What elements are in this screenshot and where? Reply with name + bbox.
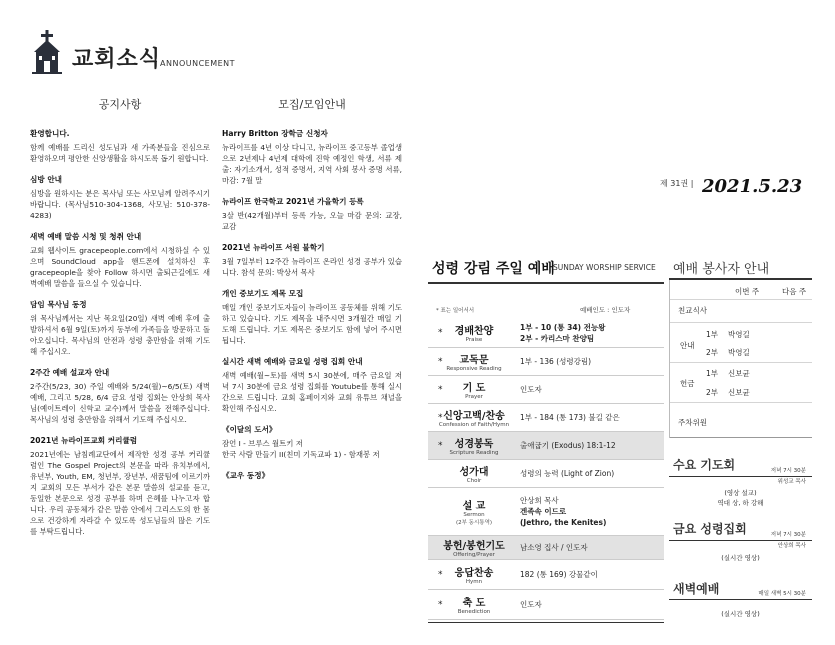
order-item-korean: 신앙고백/찬송 [443, 411, 505, 422]
issue-date: 2021.5.23 [702, 176, 803, 197]
order-item-name [428, 463, 520, 484]
notice-body: 2주간(5/23, 30) 주일 예배와 5/24(월)~6/5(토) 새벽 예배, 그리고 5/28, 6/4 금요 성령 집회는 안상희 목사님(예이트레이 신학교 교수)께서 말씀을 전해주십니다. 목사님의 성령 충만함을 위해서 기도해 주십시오. [30, 382, 210, 424]
notice-title: 새벽 예배 말씀 시청 및 청취 안내 [30, 232, 142, 241]
notice-body: 뉴라이프를 4년 이상 다니고, 뉴라이프 중고등부 졸업생으로 2년제나 4년제 대학에 진학 예정인 학생, 서류 제출: 자기소개서, 성적 증명서, 지역 사회 봉사 증명 서류, 마감: 7월 말 [222, 143, 402, 185]
notice-item [222, 242, 402, 278]
order-item-name [428, 497, 520, 526]
notice-body: 심방을 원하시는 분은 목사님 또는 사모님께 알려주시기 바랍니다. (목사님510-304-1368, 사모님: 510-378-4283) [30, 189, 210, 220]
church-icon [30, 30, 64, 74]
notice-item [30, 367, 210, 425]
dawn-note: (실시간 영상) [721, 610, 760, 618]
worship-order-row [428, 536, 664, 560]
notice-title: 개인 중보기도 제목 모집 [222, 289, 304, 298]
notice-body: 2021년에는 남침례교단에서 제작한 성경 공부 커리큘럼인 The Gospel Project의 본문을 따라 유치부에서, 유년부, Youth, EM, 청년부, 장년부, 새꿈팀에 이르기까지 교회의 모든 부서가 같은 본문 말씀의 설교를 듣고, 동일한 본문으로 성경 공부를 하며 은혜를 나누고자 합니다. 우리 공동체가 같은 말씀 안에서 그리스도의 한 몸으로 건강하게 자라갈 수 있도록 성도님들의 많은 기도를 부탁드립니다. [30, 450, 210, 536]
standing-marker: * [438, 384, 443, 395]
order-item-english: Responsive Reading [446, 366, 502, 372]
notice-title: 《이달의 도서》 [222, 425, 277, 434]
order-detail-line: 1부 - 136 (성령강림) [520, 357, 592, 366]
friday-title: 금요 성령집회 [673, 522, 747, 536]
order-item-english: Hymn [465, 579, 483, 585]
table-row-divider [670, 437, 812, 438]
dawn-title: 새벽예배 [673, 582, 720, 596]
notice-body: 매일 개인 중보기도자들이 뉴라이프 공동체를 위해 기도하고 있습니다. 기도 제목을 내주시면 3개월간 매일 기도해 드립니다. 기도 제목은 중보기도 함에 넣어 주시면 됩니다. [222, 303, 402, 345]
friday-time: 저녁 7시 30분 [770, 532, 806, 538]
order-item-detail [520, 356, 591, 367]
order-item-detail [520, 440, 616, 451]
notices-column [30, 128, 210, 547]
standing-marker: * [438, 356, 443, 367]
order-item-english: Prayer [465, 394, 483, 400]
notice-item [30, 231, 210, 289]
notice-item [222, 356, 402, 414]
worship-order-row [428, 460, 664, 488]
recruit-title: 모집/모임안내 [278, 98, 346, 111]
col-this-week: 이번 주 [735, 287, 760, 296]
issue-number: 제 31권 | [660, 179, 694, 188]
fellowship-label: 친교식사 [678, 306, 707, 315]
order-detail-line: 1부 - 184 (통 173) 불길 같은 [520, 413, 620, 422]
table-row-divider [670, 362, 812, 363]
worship-order-row [428, 404, 664, 432]
notice-item [30, 174, 210, 221]
order-item-korean: 기 도 [462, 383, 486, 394]
order-item-english: Confession of Faith/Hymn [438, 422, 510, 428]
worship-order-row [428, 376, 664, 404]
worship-order-row [428, 590, 664, 620]
usher-1-part: 1부 [706, 330, 719, 339]
wednesday-time: 저녁 7시 30분 [770, 468, 806, 474]
worship-order-row [428, 348, 664, 376]
notice-body: 새벽 예배(월~토)를 새벽 5시 30분에, 매주 금요일 저녁 7시 30분에 금요 성령 집회를 Youtube를 통해 실시간으로 드립니다. 교회 홈페이지와 교회 유튜브 채널을 확인해 주십시오. [222, 371, 402, 413]
worship-title: 성령 강림 주일 예배 [432, 261, 555, 277]
usher-2-name: 박영길 [728, 348, 750, 357]
order-item-detail [520, 468, 614, 479]
volunteers-table [669, 280, 812, 438]
worship-order-row [428, 432, 664, 460]
notice-title: Harry Britton 장학금 신청자 [222, 129, 328, 138]
table-row-divider [670, 299, 812, 300]
notice-body: 위 목사님께서는 지난 목요일(20일) 새벽 예배 후에 출발하셔서 6월 9일(토)까지 동부에 가족들을 방문하고 돌아오십니다. 목사님의 안전과 성령 충만함을 위해 기도해 주십시오. [30, 314, 210, 356]
notice-body: 3살 반(42개월)부터 등록 가능, 오늘 마감 문의: 교장, 교감 [222, 211, 402, 231]
notices-title: 공지사항 [98, 98, 142, 111]
notice-title: 뉴라이프 한국학교 2021년 가을학기 등록 [222, 197, 364, 206]
page-subtitle: ANNOUNCEMENT [160, 59, 236, 68]
notice-title: 심방 안내 [30, 175, 62, 184]
order-item-english: Sermon [463, 512, 485, 518]
standing-marker: * [438, 599, 443, 610]
notice-body: 함께 예배를 드리신 성도님과 새 가족분들을 진심으로 환영하오며 평안한 신앙생활을 하시도록 돕기 원합니다. [30, 143, 210, 163]
notice-item [222, 470, 402, 481]
worship-order-row [428, 318, 664, 348]
order-detail-line: 안상희 목사 [520, 496, 559, 505]
order-item-name [428, 537, 520, 558]
notice-line: 한국 사람 만들기 II(친미 기독교파 1) - 함재봉 저 [222, 450, 380, 459]
order-item-korean: 성가대 [459, 467, 489, 478]
order-item-english: Praise [465, 337, 483, 343]
standing-legend: * 표는 일어서서 [436, 308, 475, 314]
usher-2-part: 2부 [706, 348, 719, 357]
order-item-korean: 교독문 [459, 355, 489, 366]
notice-item [222, 196, 402, 232]
order-item-korean: 응답찬송 [454, 568, 494, 579]
order-item-english: Offering/Prayer [453, 552, 495, 558]
order-item-korean: 봉헌/봉헌기도 [443, 541, 505, 552]
order-item-detail [520, 322, 605, 344]
notice-item [30, 435, 210, 537]
order-detail-line: 남소영 집사 / 인도자 [520, 543, 588, 552]
wednesday-note2: 역대 상, 하 강해 [717, 499, 764, 507]
notice-item [222, 424, 402, 460]
order-detail-line: 성령의 능력 (Light of Zion) [520, 469, 615, 478]
worship-subtitle: SUNDAY WORSHIP SERVICE [553, 263, 656, 272]
offering-label: 헌금 [680, 379, 695, 388]
leader-legend: 예배인도 : 인도자 [580, 306, 631, 314]
worship-order-row [428, 488, 664, 536]
offering-1-name: 신보균 [728, 369, 750, 378]
order-item-korean: 성경봉독 [454, 439, 494, 450]
order-item-extra: (2부 동시통역) [455, 520, 493, 526]
notice-body: 교회 웹사이트 gracepeople.com에서 시청하실 수 있으며 SoundCloud app을 핸드폰에 설치하신 후 gracepeople을 찾아 Follow 하시면 출퇴근길에도 새벽예배 말씀을 들으실 수 있습니다. [30, 246, 210, 288]
divider [669, 540, 812, 541]
standing-marker: * [438, 327, 443, 338]
notice-item [30, 299, 210, 357]
order-item-detail [520, 599, 542, 610]
offering-2-name: 신보균 [728, 388, 750, 397]
order-item-detail [520, 495, 606, 528]
notice-title: 《교우 동정》 [222, 471, 270, 480]
standing-marker: * [438, 440, 443, 451]
order-detail-line: 인도자 [520, 600, 542, 609]
divider [428, 622, 664, 623]
order-item-korean: 설 교 [462, 501, 486, 512]
notice-title: 실시간 새벽 예배와 금요일 성령 집회 안내 [222, 357, 363, 366]
order-detail-line: 182 (통 169) 강물같이 [520, 570, 598, 579]
notice-title: 2021년 뉴라이프 서원 불학기 [222, 243, 325, 252]
order-detail-line: 겐족속 이드로 [520, 507, 567, 516]
wednesday-leader: 위성교 목사 [777, 479, 806, 485]
page-title: 교회소식 [72, 47, 162, 72]
order-item-english: Choir [466, 478, 482, 484]
order-detail-line: 2부 - 카리스마 찬양팀 [520, 333, 595, 343]
notice-line: 잠언 I - 브루스 월트키 저 [222, 439, 303, 448]
table-row-divider [670, 402, 812, 403]
notice-item [222, 128, 402, 186]
table-row-divider [670, 322, 812, 323]
order-item-detail [520, 384, 542, 395]
usher-1-name: 박영길 [728, 330, 750, 339]
notice-title: 2주간 예배 설교자 안내 [30, 368, 110, 377]
usher-label: 안내 [680, 341, 695, 350]
notice-body: 3월 7일부터 12주간 뉴라이프 온라인 성경 공부가 있습니다. 참석 문의: 박상서 목사 [222, 257, 402, 277]
offering-1-part: 1부 [706, 369, 719, 378]
divider [428, 282, 664, 284]
divider [669, 476, 812, 477]
notice-item [30, 128, 210, 164]
recruit-column [222, 128, 402, 491]
standing-marker: * [438, 412, 443, 423]
order-item-detail [520, 542, 588, 553]
notice-title: 환영합니다. [30, 129, 70, 138]
dawn-time: 매일 새벽 5시 30분 [758, 591, 806, 597]
col-next-week: 다음 주 [782, 287, 807, 296]
order-detail-line: 인도자 [520, 385, 542, 394]
order-item-detail [520, 412, 620, 423]
wednesday-title: 수요 기도회 [673, 458, 736, 472]
friday-leader: 안상희 목사 [777, 543, 806, 549]
order-detail-line: 출애굽기 (Exodus) 18:1-12 [520, 441, 616, 450]
order-item-korean: 경배찬양 [454, 326, 494, 337]
worship-order-row [428, 560, 664, 590]
friday-note: (실시간 영상) [721, 554, 760, 562]
standing-marker: * [438, 569, 443, 580]
notice-item [222, 288, 402, 346]
order-item-detail [520, 569, 598, 580]
order-item-english: Scripture Reading [449, 450, 499, 456]
parking-label: 주차위원 [678, 418, 707, 427]
wednesday-note1: (영상 설교) [724, 489, 757, 497]
offering-2-part: 2부 [706, 388, 719, 397]
divider [669, 599, 812, 600]
order-detail-line: (Jethro, the Kenites) [520, 518, 607, 527]
volunteers-title: 예배 봉사자 안내 [673, 262, 770, 277]
notice-title: 2021년 뉴라이프교회 커리큘럼 [30, 436, 138, 445]
order-detail-line: 1부 - 10 (통 34) 전능왕 [520, 322, 606, 332]
order-item-english: Benediction [457, 609, 491, 615]
order-item-korean: 축 도 [462, 598, 486, 609]
notice-title: 담임 목사님 동정 [30, 300, 87, 309]
